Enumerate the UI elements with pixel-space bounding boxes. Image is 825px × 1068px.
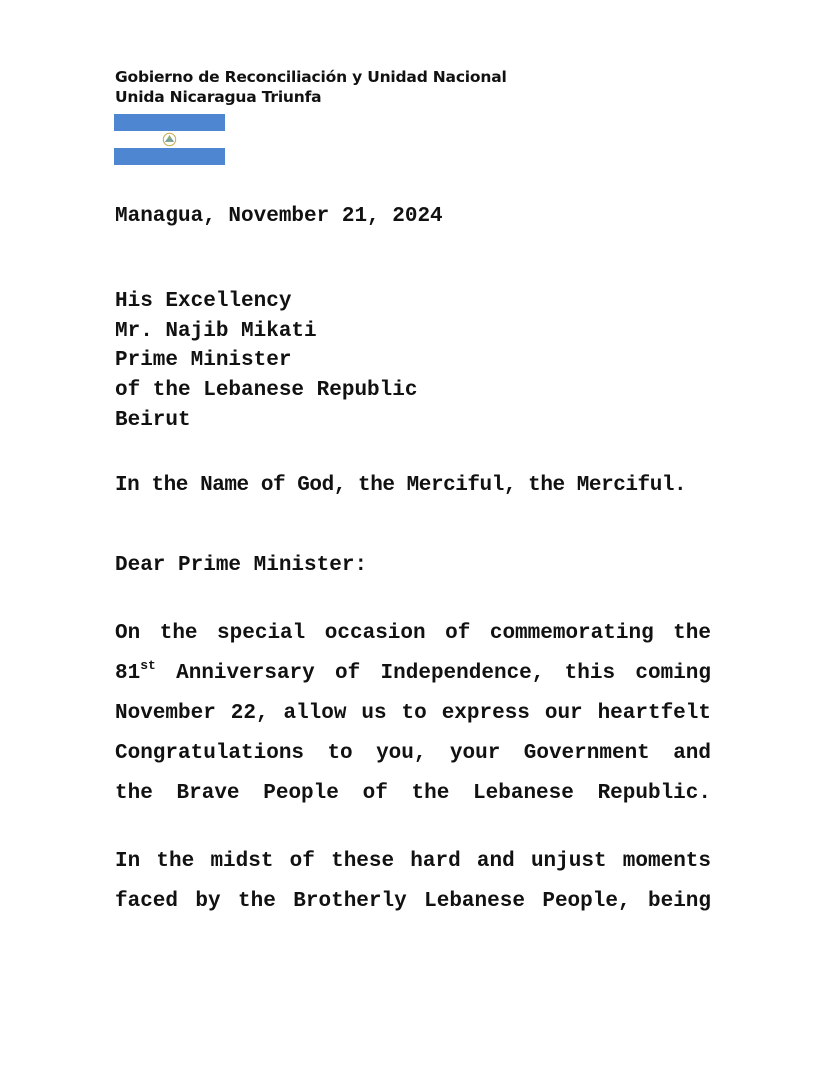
addressee-line: Beirut (115, 408, 191, 432)
ordinal-suffix: st (140, 658, 156, 673)
paragraph-solidarity (115, 842, 711, 922)
addressee-line: Mr. Najib Mikati (115, 319, 317, 343)
letterhead-government-name: Gobierno de Reconciliación y Unidad Nacional (115, 68, 507, 86)
salutation: Dear Prime Minister: (115, 554, 368, 577)
paragraph-line: the Brave People of the Lebanese Republic. (115, 782, 711, 805)
addressee-line: Prime Minister (115, 349, 292, 373)
paragraph-line: November 22, allow us to express our heartfelt (115, 702, 711, 725)
nicaragua-flag-icon (114, 114, 225, 165)
paragraph-line: Congratulations to you, your Government and (115, 742, 711, 765)
paragraph-line (115, 654, 711, 694)
paragraph-congratulations (115, 614, 711, 814)
anniversary-number: 81 (115, 662, 141, 685)
addressee-line: His Excellency (115, 290, 292, 313)
invocation: In the Name of God, the Merciful, the Merciful. (115, 474, 687, 497)
addressee-block (115, 287, 417, 436)
paragraph-line: In the midst of these hard and unjust moments (115, 850, 711, 873)
addressee-line: of the Lebanese Republic (115, 379, 418, 403)
paragraph-line-rest: Anniversary of Independence, this coming (155, 662, 711, 685)
paragraph-line: faced by the Brotherly Lebanese People, being (115, 890, 711, 913)
letter-date: Managua, November 21, 2024 (115, 205, 443, 228)
paragraph-line: On the special occasion of commemorating the (115, 622, 711, 645)
letterhead-slogan: Unida Nicaragua Triunfa (115, 88, 322, 106)
letterhead (115, 67, 507, 107)
